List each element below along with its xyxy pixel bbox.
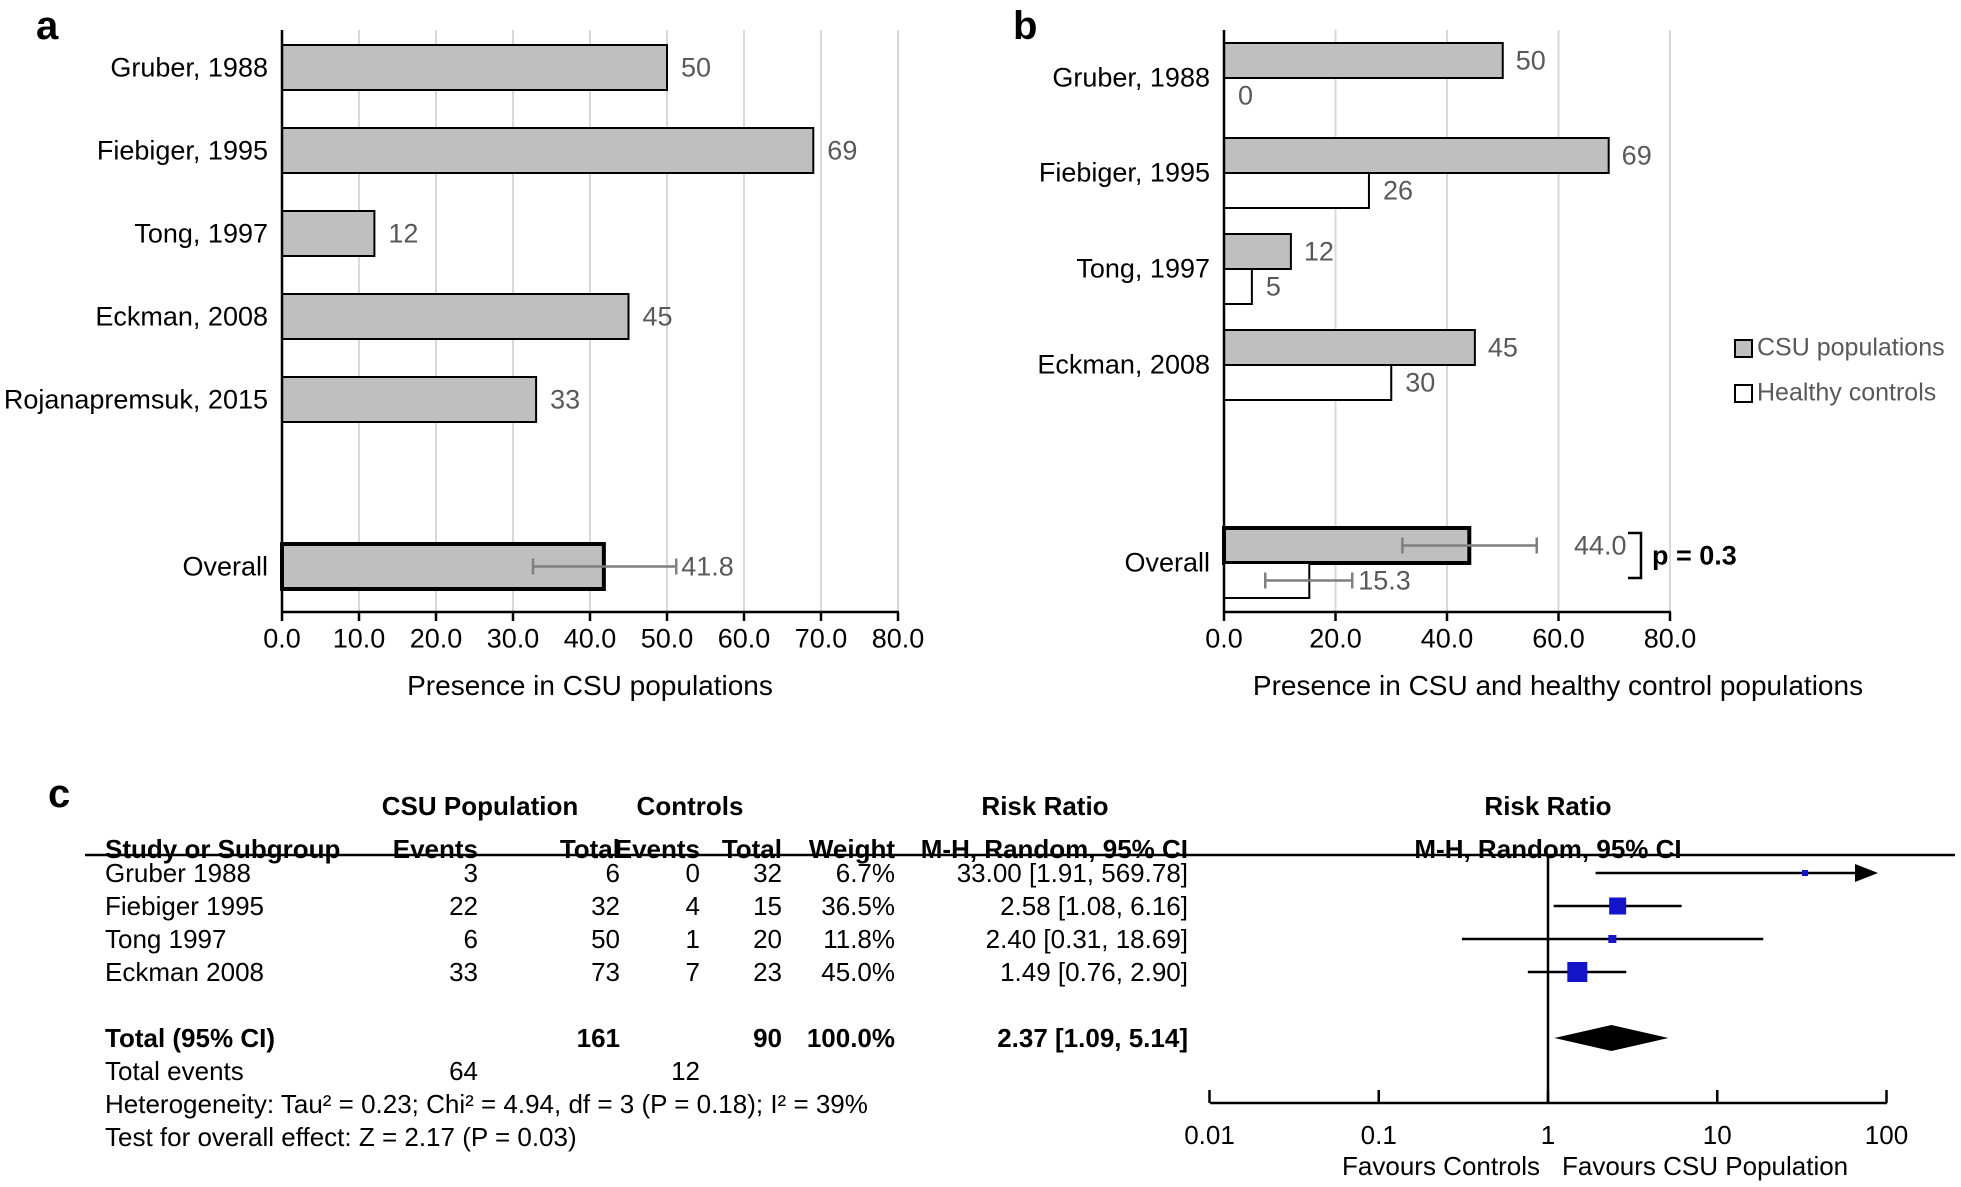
table-cell-e2: 0 xyxy=(685,858,700,888)
weight-square xyxy=(1802,870,1808,876)
panel-a-overall-value-label: 41.8 xyxy=(681,551,734,581)
total-events-csu: 64 xyxy=(449,1056,478,1086)
total-row-ctrl-total: 90 xyxy=(753,1023,782,1053)
panel-b-control-value-label: 26 xyxy=(1382,175,1413,205)
total-row-csu-total: 161 xyxy=(576,1023,620,1053)
bar-csu xyxy=(282,377,536,422)
table-cell-t2: 20 xyxy=(753,924,782,954)
table-cell-t2: 15 xyxy=(753,891,782,921)
weight-square xyxy=(1609,898,1626,915)
table-cell-rr: 2.58 [1.08, 6.16] xyxy=(1000,891,1188,921)
bar-csu xyxy=(1224,330,1475,365)
col-header-weight: Weight xyxy=(808,834,895,864)
panel-c-label: c xyxy=(48,772,71,816)
panel-b-csu-value-label: 12 xyxy=(1303,236,1334,266)
total-events-ctrl: 12 xyxy=(671,1056,700,1086)
heterogeneity-text: Heterogeneity: Tau² = 0.23; Chi² = 4.94, df = 3 (P = 0.18); I² = 39% xyxy=(105,1089,868,1119)
panel-b-tick-label: 20.0 xyxy=(1309,623,1362,654)
panel-a-value-label: 50 xyxy=(681,52,712,82)
legend-label-controls: Healthy controls xyxy=(1757,378,1937,407)
panel-a-category-label: Gruber, 1988 xyxy=(110,52,268,82)
panel-b-label: b xyxy=(1013,4,1038,48)
total-row-label: Total (95% CI) xyxy=(105,1023,275,1053)
table-cell-weight: 6.7% xyxy=(835,858,895,888)
panel-b-tick-label: 80.0 xyxy=(1643,623,1697,654)
panel-b-control-value-label: 5 xyxy=(1265,271,1281,301)
overall-effect-text: Test for overall effect: Z = 2.17 (P = 0.03) xyxy=(105,1122,577,1152)
legend-swatch-csu-icon xyxy=(1734,339,1753,358)
panel-b-overall-control-value-label: 15.3 xyxy=(1358,565,1411,595)
table-cell-t1: 73 xyxy=(591,957,620,987)
panel-a-category-label: Tong, 1997 xyxy=(134,218,268,248)
legend-swatch-controls-icon xyxy=(1734,384,1753,403)
bar-control xyxy=(1224,173,1369,208)
panel-a-value-label: 33 xyxy=(550,384,581,414)
panel-b-category-label: Fiebiger, 1995 xyxy=(1038,157,1210,188)
panel-b-tick-label: 0.0 xyxy=(1205,623,1243,654)
panel-a-chart xyxy=(281,30,899,621)
ci-arrow-icon xyxy=(1855,864,1878,882)
bar-csu xyxy=(1224,234,1291,269)
panel-a-tick-label: 0.0 xyxy=(263,623,301,654)
favours-left-label: Favours Controls xyxy=(1342,1151,1540,1181)
bar-csu xyxy=(282,294,629,339)
panel-b-overall-csu-value-label: 44.0 xyxy=(1574,530,1627,560)
panel-a-tick-label: 30.0 xyxy=(486,623,540,654)
table-cell-e2: 7 xyxy=(685,957,700,987)
table-cell-e1: 6 xyxy=(463,924,478,954)
bar-csu xyxy=(282,211,374,256)
panel-a-tick-label: 70.0 xyxy=(794,623,848,654)
bar-control xyxy=(1224,365,1391,400)
total-events-label: Total events xyxy=(105,1056,244,1086)
col-header-csu-events: Events xyxy=(392,834,478,864)
summary-diamond xyxy=(1554,1025,1668,1051)
table-cell-study: Tong 1997 xyxy=(105,924,227,954)
panel-a-tick-label: 20.0 xyxy=(409,623,463,654)
table-cell-study: Gruber 1988 xyxy=(105,858,251,888)
table-cell-e1: 3 xyxy=(463,858,478,888)
panel-b-axis-title: Presence in CSU and healthy control populations xyxy=(1252,670,1864,701)
legend-label-csu: CSU populations xyxy=(1757,333,1945,362)
panel-a-category-label: Rojanapremsuk, 2015 xyxy=(3,384,268,414)
table-cell-e1: 33 xyxy=(449,957,478,987)
table-cell-t2: 32 xyxy=(753,858,782,888)
total-row-weight: 100.0% xyxy=(806,1023,895,1053)
panel-a-category-label: Overall xyxy=(182,551,268,581)
panel-a-tick-label: 10.0 xyxy=(332,623,386,654)
bar-csu xyxy=(1224,43,1503,78)
weight-square xyxy=(1567,962,1587,982)
panel-a-value-label: 12 xyxy=(388,218,419,248)
panel-b-csu-value-label: 50 xyxy=(1515,45,1546,75)
forest-group-header-riskratio: Risk Ratio xyxy=(1484,791,1612,821)
forest-tick-label: 1 xyxy=(1540,1120,1556,1150)
table-cell-t1: 50 xyxy=(591,924,620,954)
panel-b-csu-value-label: 69 xyxy=(1621,140,1652,170)
table-group-header-csu: CSU Population xyxy=(381,791,579,821)
panel-a-label: a xyxy=(36,4,59,48)
panel-b-category-label: Tong, 1997 xyxy=(1076,253,1210,284)
bar-control xyxy=(1224,269,1252,304)
panel-b-tick-label: 40.0 xyxy=(1420,623,1474,654)
forest-tick-label: 0.01 xyxy=(1184,1120,1235,1150)
table-group-header-riskratio: Risk Ratio xyxy=(981,791,1109,821)
panel-a-axis-title: Presence in CSU populations xyxy=(407,670,773,701)
panel-b-control-value-label: 0 xyxy=(1238,80,1254,110)
p-value-bracket xyxy=(1628,533,1641,578)
panel-a-category-label: Eckman, 2008 xyxy=(95,301,268,331)
table-cell-t2: 23 xyxy=(753,957,782,987)
forest-tick-label: 100 xyxy=(1864,1120,1909,1150)
table-group-header-controls: Controls xyxy=(636,791,744,821)
panel-a-category-label: Fiebiger, 1995 xyxy=(96,135,268,165)
weight-square xyxy=(1608,935,1616,943)
table-cell-study: Eckman 2008 xyxy=(105,957,264,987)
table-cell-e1: 22 xyxy=(449,891,478,921)
forest-tick-label: 10 xyxy=(1702,1120,1732,1150)
col-header-study: Study or Subgroup xyxy=(105,834,341,864)
table-cell-rr: 1.49 [0.76, 2.90] xyxy=(1000,957,1188,987)
panel-a-tick-label: 50.0 xyxy=(640,623,694,654)
panel-a-value-label: 69 xyxy=(827,135,858,165)
panel-a-tick-label: 40.0 xyxy=(563,623,617,654)
table-cell-e2: 4 xyxy=(685,891,700,921)
forest-tick-label: 0.1 xyxy=(1360,1120,1397,1150)
favours-right-label: Favours CSU Population xyxy=(1562,1151,1849,1181)
table-cell-e2: 1 xyxy=(685,924,700,954)
panel-b-tick-label: 60.0 xyxy=(1532,623,1585,654)
panel-a-value-label: 45 xyxy=(642,301,673,331)
col-header-ctrl-events: Events xyxy=(614,834,700,864)
bar-csu xyxy=(1224,138,1609,173)
panel-a-tick-label: 60.0 xyxy=(717,623,771,654)
table-cell-rr: 2.40 [0.31, 18.69] xyxy=(985,924,1188,954)
panel-b-category-label: Eckman, 2008 xyxy=(1037,349,1210,380)
bar-csu xyxy=(282,128,813,173)
table-cell-weight: 11.8% xyxy=(823,924,895,954)
col-header-csu-total: Total xyxy=(559,834,620,864)
table-cell-study: Fiebiger 1995 xyxy=(105,891,264,921)
bar-csu xyxy=(282,45,667,90)
panel-a-tick-label: 80.0 xyxy=(871,623,925,654)
panel-b-csu-value-label: 45 xyxy=(1487,332,1518,362)
panel-b-category-label: Overall xyxy=(1124,547,1210,578)
table-cell-rr: 33.00 [1.91, 569.78] xyxy=(956,858,1188,888)
panel-b-category-label: Gruber, 1988 xyxy=(1052,62,1210,93)
table-cell-weight: 45.0% xyxy=(821,957,895,987)
col-header-mh-ci: M-H, Random, 95% CI xyxy=(920,834,1188,864)
forest-col-header-mh-ci: M-H, Random, 95% CI xyxy=(1414,834,1682,864)
p-value-annotation: p = 0.3 xyxy=(1652,540,1737,571)
total-row-rr: 2.37 [1.09, 5.14] xyxy=(997,1023,1188,1053)
panel-b-control-value-label: 30 xyxy=(1405,367,1436,397)
table-cell-weight: 36.5% xyxy=(821,891,895,921)
col-header-ctrl-total: Total xyxy=(721,834,782,864)
table-cell-t1: 6 xyxy=(605,858,620,888)
table-cell-t1: 32 xyxy=(591,891,620,921)
